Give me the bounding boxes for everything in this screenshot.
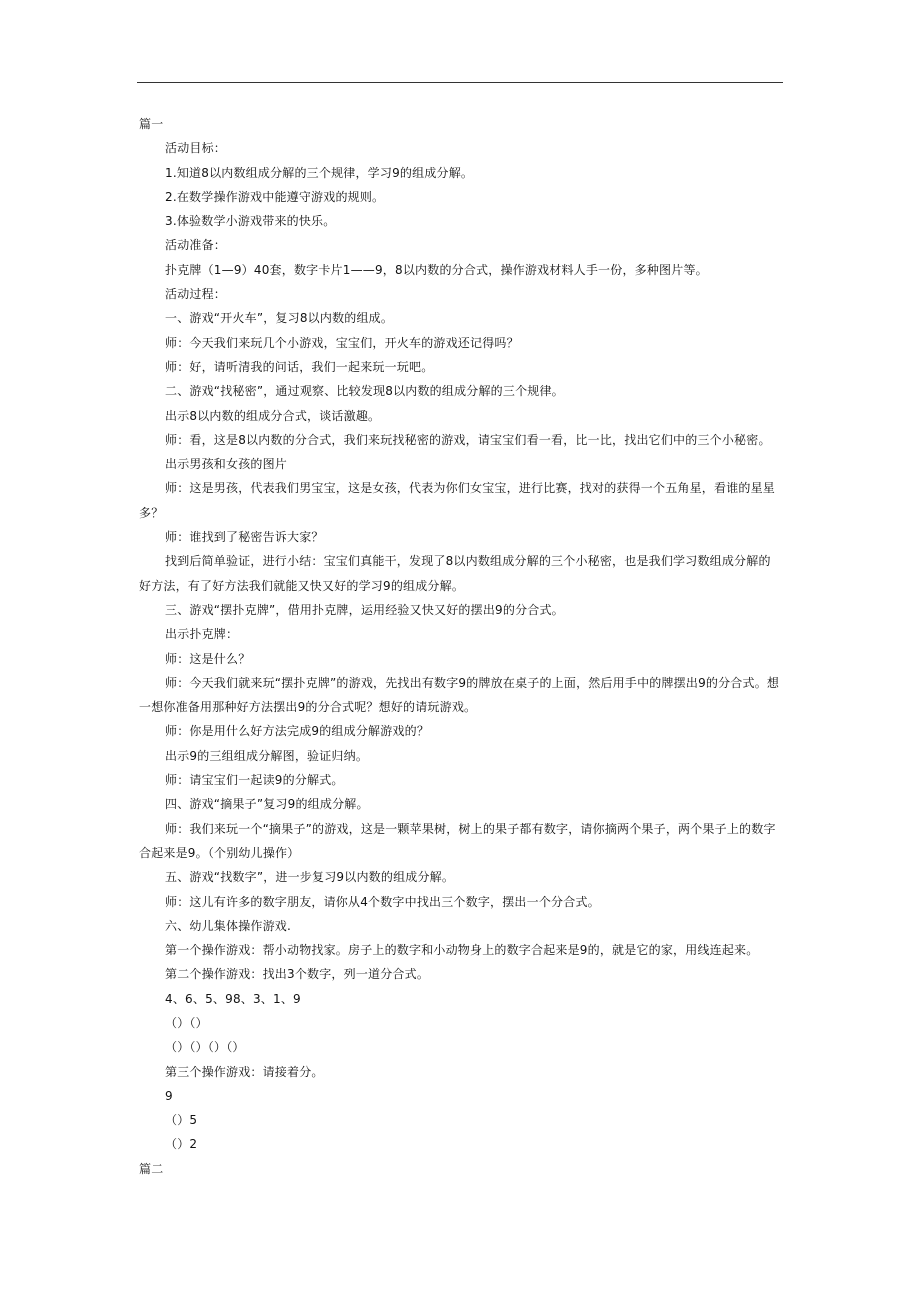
paragraph: 找到后简单验证，进行小结：宝宝们真能干，发现了8以内数组成分解的三个小秘密，也是我们学习数组成分解的 — [165, 554, 771, 569]
paragraph: 师：今天我们来玩几个小游戏，宝宝们，开火车的游戏还记得吗？ — [165, 335, 519, 350]
paragraph: 出示9的三组组成分解图，验证归纳。 — [165, 748, 369, 763]
step-heading: 六、幼儿集体操作游戏. — [165, 918, 292, 933]
blank-row: （）（）（）（） — [165, 1040, 245, 1055]
step-heading: 二、游戏“找秘密”，通过观察、比较发现8以内数的组成分解的三个规律。 — [165, 384, 564, 399]
paragraph: 第一个操作游戏：帮小动物找家。房子上的数字和小动物身上的数字合起来是9的，就是它的家，用线连起来。 — [165, 943, 759, 958]
paragraph: 师：我们来玩一个“摘果子”的游戏，这是一颗苹果树，树上的果子都有数字，请你摘两个果子，两个果子上的数字 — [165, 821, 776, 836]
paragraph-continuation: 合起来是9。（个别幼儿操作） — [139, 845, 300, 860]
goal-heading: 活动目标： — [165, 141, 227, 156]
section-title: 篇二 — [139, 1161, 164, 1176]
paragraph: 师：这是男孩，代表我们男宝宝，这是女孩，代表为你们女宝宝，进行比赛，找对的获得一个五角星，看谁的星星 — [165, 481, 776, 496]
split-row: （）2 — [165, 1137, 198, 1152]
paragraph: 出示8以内数的组成分合式，谈话激趣。 — [165, 408, 381, 423]
split-row: （）5 — [165, 1113, 198, 1128]
goal-item: 3.体验数学小游戏带来的快乐。 — [165, 214, 336, 229]
paragraph: 第二个操作游戏：找出3个数字，列一道分合式。 — [165, 967, 430, 982]
paragraph-continuation: 好方法，有了好方法我们就能又快又好的学习9的组成分解。 — [139, 578, 465, 593]
document-body — [139, 112, 789, 1181]
goal-item: 1.知道8以内数组成分解的三个规律，学习9的组成分解。 — [165, 165, 474, 180]
step-heading: 一、游戏“开火车”，复习8以内数的组成。 — [165, 311, 394, 326]
blank-row: （）（） — [165, 1015, 208, 1030]
paragraph: 师：这儿有许多的数字朋友，请你从4个数字中找出三个数字，摆出一个分合式。 — [165, 894, 600, 909]
prep-text: 扑克牌（1—9）40套，数字卡片1——9，8以内数的分合式，操作游戏材料人手一份，多种图片等。 — [165, 262, 708, 277]
paragraph: 师：你是用什么好方法完成9的组成分解游戏的？ — [165, 724, 430, 739]
step-heading: 五、游戏“找数字”，进一步复习9以内数的组成分解。 — [165, 870, 455, 885]
paragraph-continuation: 多？ — [139, 505, 164, 520]
paragraph: 出示扑克牌： — [165, 627, 239, 642]
paragraph: 师：好，请听清我的问话，我们一起来玩一玩吧。 — [165, 359, 434, 374]
step-heading: 四、游戏“摘果子”复习9的组成分解。 — [165, 797, 369, 812]
paragraph: 师：今天我们就来玩“摆扑克牌”的游戏，先找出有数字9的牌放在桌子的上面，然后用手中的牌摆出9的分合式。想 — [165, 675, 780, 690]
header-rule — [137, 82, 783, 83]
split-total: 9 — [165, 1088, 173, 1103]
paragraph: 师：请宝宝们一起读9的分解式。 — [165, 773, 344, 788]
step-heading: 三、游戏“摆扑克牌”，借用扑克牌，运用经验又快又好的摆出9的分合式。 — [165, 602, 564, 617]
paragraph: 出示男孩和女孩的图片 — [165, 457, 288, 472]
paragraph: 师：这是什么？ — [165, 651, 251, 666]
goal-item: 2.在数学操作游戏中能遵守游戏的规则。 — [165, 189, 385, 204]
paragraph: 师：谁找到了秘密告诉大家？ — [165, 530, 324, 545]
prep-heading: 活动准备： — [165, 238, 227, 253]
paragraph-continuation: 一想你准备用那种好方法摆出9的分合式呢？想好的请玩游戏。 — [139, 700, 477, 715]
number-list: 4、6、5、98、3、1、9 — [165, 991, 301, 1006]
paragraph: 师：看，这是8以内数的分合式，我们来玩找秘密的游戏，请宝宝们看一看，比一比，找出它们中的三个小秘密。 — [165, 432, 771, 447]
process-heading: 活动过程： — [165, 287, 227, 302]
section-title: 篇一 — [139, 117, 164, 131]
paragraph: 第三个操作游戏：请接着分。 — [165, 1064, 324, 1079]
